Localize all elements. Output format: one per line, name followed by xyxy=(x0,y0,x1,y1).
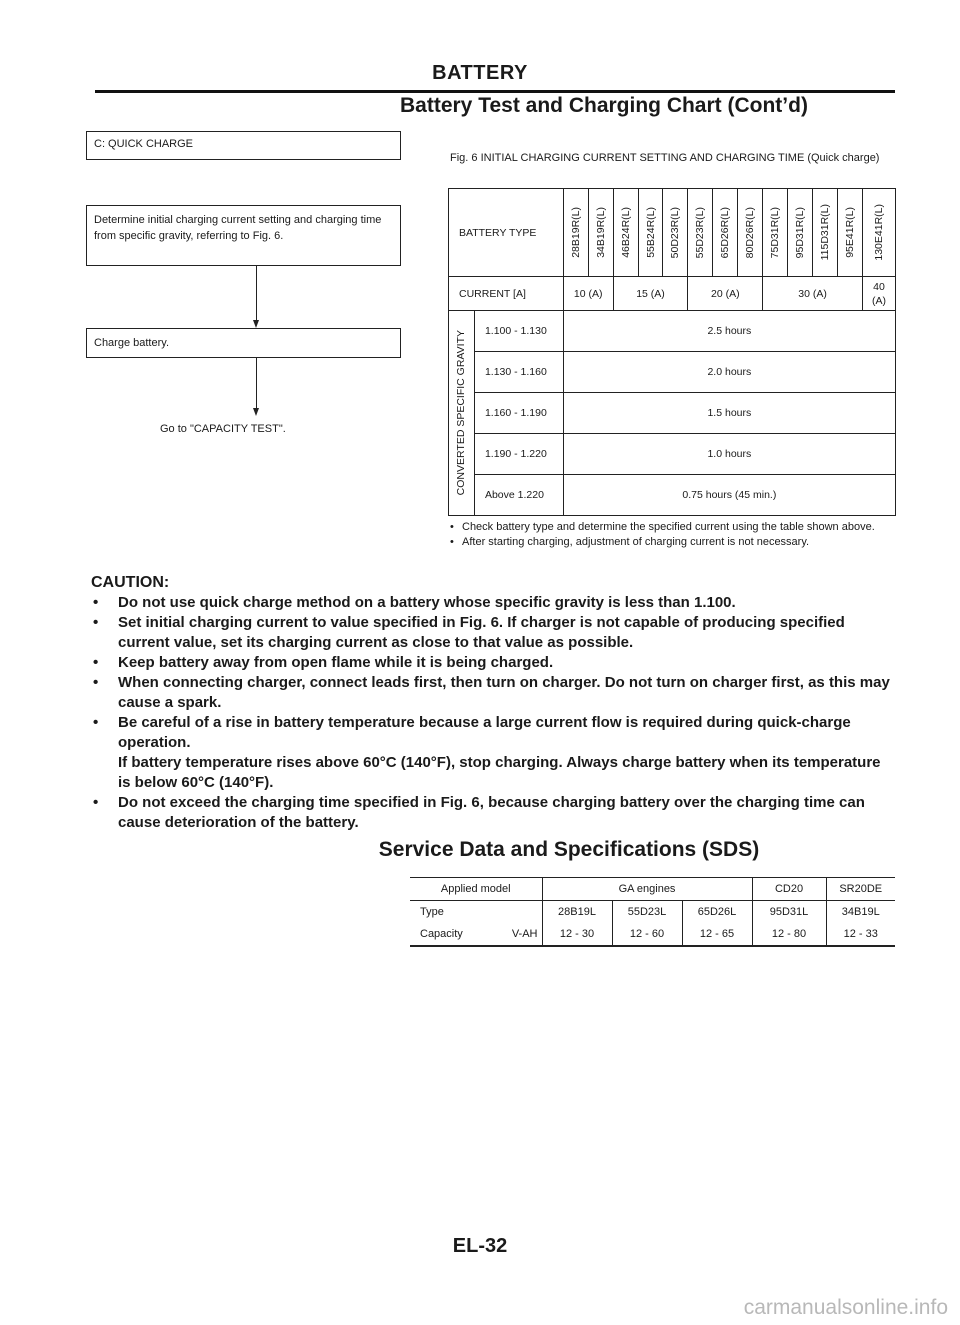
current-cell: 15 (A) xyxy=(613,277,688,311)
quick-charge-box xyxy=(86,131,401,160)
battery-type-cell: 130E41R(L) xyxy=(862,189,895,277)
note-item: • After starting charging, adjustment of charging current is not necessary. xyxy=(450,535,890,550)
charging-time: 0.75 hours (45 min.) xyxy=(563,475,895,516)
battery-type-cell: 115D31R(L) xyxy=(813,189,838,277)
capacity-unit: V-AH xyxy=(511,928,538,940)
section-title: BATTERY xyxy=(432,62,528,84)
sds-table xyxy=(410,877,895,947)
current-cell: 40 (A) xyxy=(862,277,895,311)
charging-time: 2.5 hours xyxy=(563,311,895,352)
type-cell: 34B19L xyxy=(826,901,895,924)
current-cell: 30 (A) xyxy=(763,277,863,311)
battery-type-cell: 80D26R(L) xyxy=(738,189,763,277)
model-cell: CD20 xyxy=(752,878,826,901)
caution-item xyxy=(91,713,897,793)
battery-type-cell: 50D23R(L) xyxy=(663,189,688,277)
battery-type-cell: 55B24R(L) xyxy=(638,189,663,277)
step-charge-text: Charge battery. xyxy=(94,337,170,349)
caution-list xyxy=(91,593,897,833)
battery-type-cell: 95D31R(L) xyxy=(788,189,813,277)
current-label: CURRENT [A] xyxy=(449,277,564,311)
caution-item-text: • Be careful of a rise in battery temperature because a large current flow is required during quick-charge operation. xyxy=(118,714,851,751)
caution-temp-note: If battery temperature rises above 60°C (140°F), stop charging. Always charge battery when its temperature is below 60°C (140°F). xyxy=(118,754,881,791)
caution-item: • When connecting charger, connect leads first, then turn on charger. Do not turn on charger first, as this may cause a spark. xyxy=(91,673,897,713)
battery-type-cell: 95E41R(L) xyxy=(838,189,863,277)
sds-capacity-row xyxy=(410,923,895,946)
caution-item: • Do not exceed the charging time specified in Fig. 6, because charging battery over the charging time can cause deterioration of the battery. xyxy=(91,793,897,833)
capacity-label: Capacity xyxy=(420,928,463,940)
flow-connector xyxy=(256,266,257,321)
capacity-label-cell xyxy=(410,923,542,946)
chart-title: Battery Test and Charging Chart (Cont’d) xyxy=(400,94,808,117)
battery-type-cell: 28B19R(L) xyxy=(563,189,588,277)
step-goto-text: Go to "CAPACITY TEST". xyxy=(160,423,286,435)
caution-item: • Keep battery away from open flame while it is being charged. xyxy=(91,653,897,673)
battery-type-cell: 34B19R(L) xyxy=(588,189,613,277)
figure-notes xyxy=(450,520,890,550)
gravity-row xyxy=(449,311,896,352)
gravity-row xyxy=(449,352,896,393)
battery-type-cell: 55D23R(L) xyxy=(688,189,713,277)
model-cell: SR20DE xyxy=(826,878,895,901)
battery-type-cell: 46B24R(L) xyxy=(613,189,638,277)
battery-type-cell: 65D26R(L) xyxy=(713,189,738,277)
type-cell: 95D31L xyxy=(752,901,826,924)
capacity-cell: 12 - 30 xyxy=(542,923,612,946)
figure-caption: Fig. 6 INITIAL CHARGING CURRENT SETTING AND CHARGING TIME (Quick charge) xyxy=(450,152,880,164)
gravity-range: 1.130 - 1.160 xyxy=(474,352,563,393)
type-cell: 28B19L xyxy=(542,901,612,924)
type-label: Type xyxy=(410,901,542,924)
applied-model-label: Applied model xyxy=(410,878,542,901)
charging-time: 1.5 hours xyxy=(563,393,895,434)
sds-model-row xyxy=(410,878,895,901)
capacity-cell: 12 - 33 xyxy=(826,923,895,946)
quick-charge-heading: C: QUICK CHARGE xyxy=(94,138,194,150)
gravity-label: CONVERTED SPECIFIC GRAVITY xyxy=(455,330,468,496)
current-row xyxy=(449,277,896,311)
gravity-range: 1.160 - 1.190 xyxy=(474,393,563,434)
caution-item: • Do not use quick charge method on a battery whose specific gravity is less than 1.100. xyxy=(91,593,897,613)
header-rule xyxy=(95,90,895,93)
charging-table xyxy=(448,188,896,516)
step-determine-box xyxy=(86,205,401,266)
model-cell: GA engines xyxy=(542,878,752,901)
sds-type-row xyxy=(410,901,895,924)
gravity-row xyxy=(449,475,896,516)
gravity-row xyxy=(449,434,896,475)
capacity-cell: 12 - 65 xyxy=(682,923,752,946)
flow-arrow-icon xyxy=(253,408,259,416)
charging-time: 2.0 hours xyxy=(563,352,895,393)
gravity-label-cell xyxy=(449,311,475,516)
type-cell: 55D23L xyxy=(612,901,682,924)
capacity-cell: 12 - 80 xyxy=(752,923,826,946)
battery-type-cell: 75D31R(L) xyxy=(763,189,788,277)
note-item: • Check battery type and determine the specified current using the table shown above. xyxy=(450,520,890,535)
gravity-range: 1.100 - 1.130 xyxy=(474,311,563,352)
watermark: carmanualsonline.info xyxy=(743,1296,948,1319)
charging-time: 1.0 hours xyxy=(563,434,895,475)
flow-arrow-icon xyxy=(253,320,259,328)
sds-title: Service Data and Specifications (SDS) xyxy=(378,838,760,861)
flow-connector xyxy=(256,358,257,410)
gravity-row xyxy=(449,393,896,434)
battery-type-label: BATTERY TYPE xyxy=(449,189,564,277)
gravity-range: Above 1.220 xyxy=(474,475,563,516)
current-cell: 10 (A) xyxy=(563,277,613,311)
step-determine-text: Determine initial charging current setting and charging time from specific gravity, referring to Fig. 6. xyxy=(94,214,382,242)
gravity-range: 1.190 - 1.220 xyxy=(474,434,563,475)
caution-item: • Set initial charging current to value specified in Fig. 6. If charger is not capable of producing specified current value, set its charging current as close to that value as possible. xyxy=(91,613,897,653)
battery-type-row xyxy=(449,189,896,277)
type-cell: 65D26L xyxy=(682,901,752,924)
caution-heading: CAUTION: xyxy=(91,574,170,591)
step-charge-box xyxy=(86,328,401,358)
current-cell: 20 (A) xyxy=(688,277,763,311)
capacity-cell: 12 - 60 xyxy=(612,923,682,946)
page-number: EL-32 xyxy=(452,1235,508,1257)
